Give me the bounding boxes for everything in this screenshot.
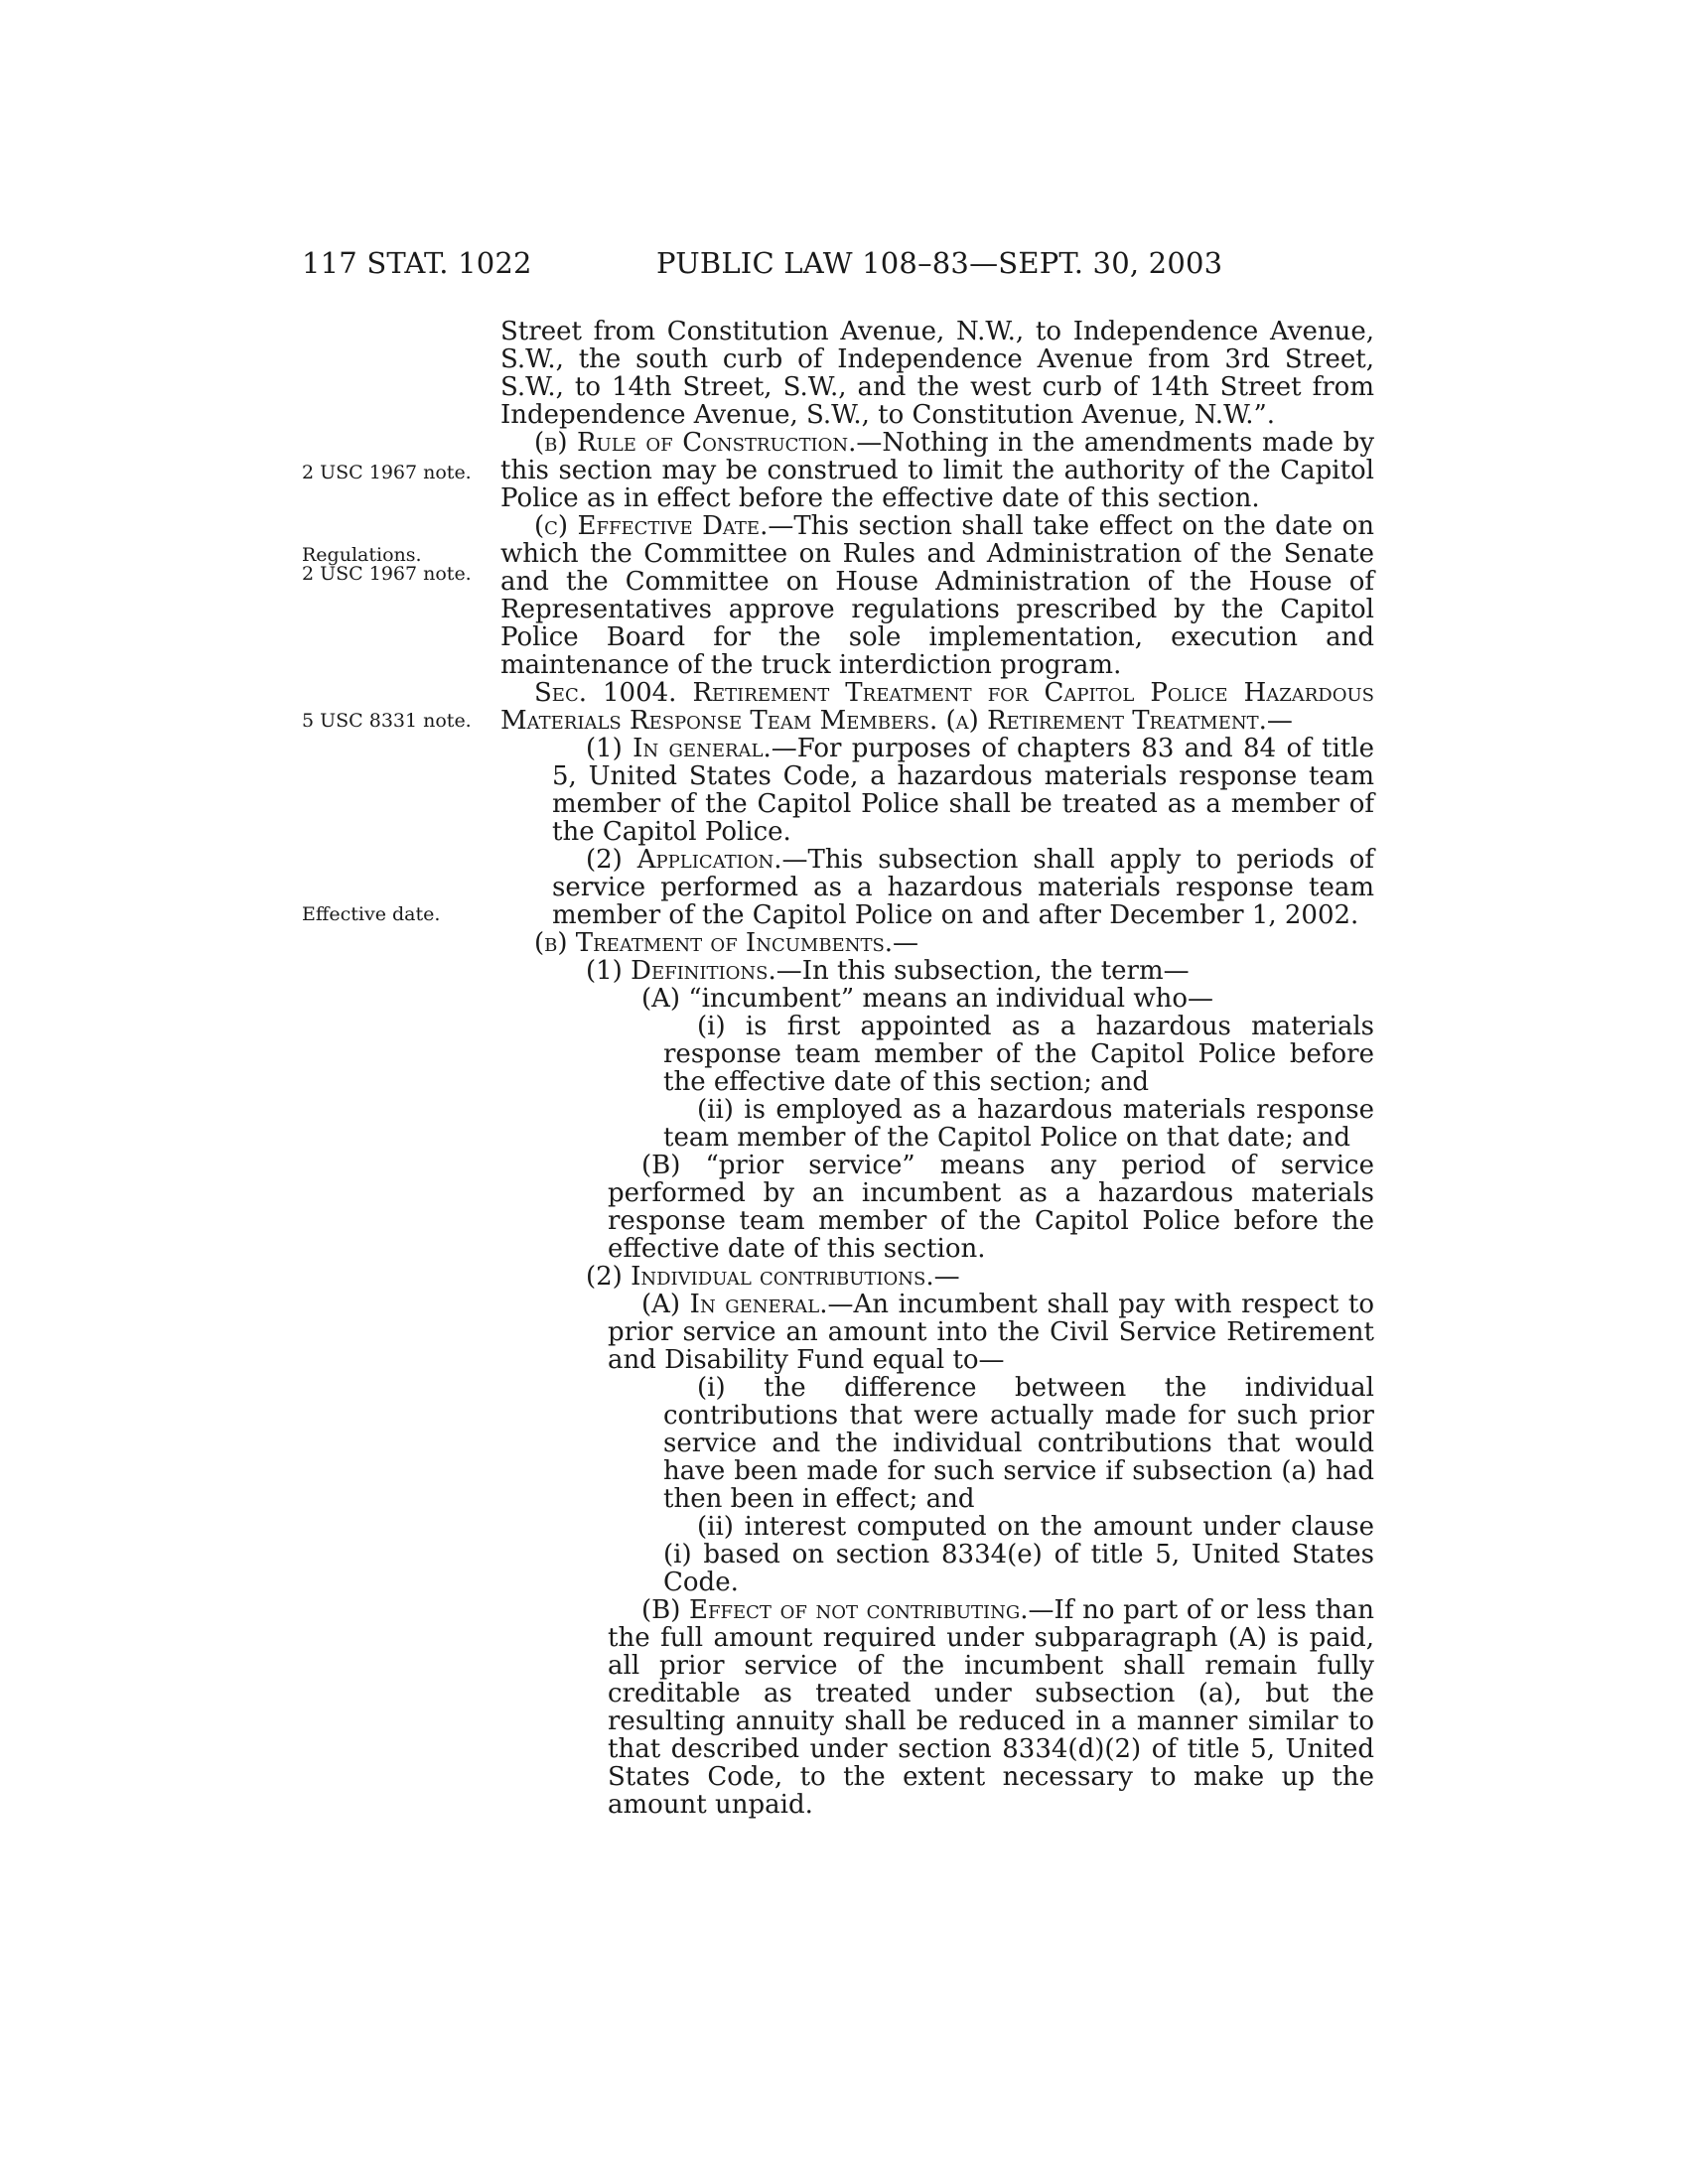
- definition-incumbent: (A) “incumbent” means an individual who—: [641, 984, 1213, 1014]
- margin-note-usc-1967: 2 USC 1967 note.: [302, 462, 472, 483]
- margin-note-effective-date: Effective date.: [302, 903, 441, 925]
- heading-effective-date: (c) Effective Date.: [534, 511, 769, 541]
- section-1004-heading: Sec. 1004. Retirement Treatment for Capitol Police Hazardous Materials Response Team Members. (a) Retirement Treatment.—: [500, 678, 1374, 736]
- text-definitions: —In this subsection, the term—: [775, 956, 1190, 986]
- heading-application: (2) Application.: [586, 845, 782, 875]
- paragraph-individual-contributions: (2) Individual contributions.—: [586, 1262, 960, 1292]
- text-in-general: —For purposes of chapters 83 and 84 of title 5, United States Code, a hazardous materials response team member of the Capitol Police shall be treated as a member of the Capitol Police.: [552, 734, 1374, 847]
- text-effective-date: —This section shall take effect on the date on which the Committee on Rules and Administration of the Senate and the Committee on House Administration of the House of Representatives approve regulations prescribed by the Capitol Police Board for the sole implementation, execution and maintenance of the truck interdiction program.: [500, 511, 1374, 680]
- clause-first-appointed: (i) is first appointed as a hazardous materials response team member of the Capitol Police before the effective date of this section; and: [663, 1012, 1374, 1097]
- text-effect-of-not-contributing: —If no part of or less than the full amount required under subparagraph (A) is paid, all prior service of the incumbent shall remain fully creditable as treated under subsection (a), but the resulting annuity shall be reduced in a manner similar to that described under section 8334(d)(2) of title 5, United States Code, to the extent necessary to make up the amount unpaid.: [608, 1595, 1374, 1820]
- clause-difference: (i) the difference between the individual contributions that were actually made for such prior service and the individual contributions that would have been made for such service if subsection (a) had then been in effect; and: [663, 1373, 1374, 1514]
- definition-prior-service: (B) “prior service” means any period of service performed by an incumbent as a hazardous materials response team member of the Capitol Police before the effective date of this section.: [608, 1151, 1374, 1264]
- subparagraph-effect-of-not-contributing: [500, 1596, 1374, 1819]
- heading-in-general: (1) In general.: [586, 734, 772, 763]
- paragraph-rule-of-construction: [500, 429, 1374, 512]
- page-running-head: PUBLIC LAW 108–83—SEPT. 30, 2003: [656, 246, 1223, 280]
- clause-employed: (ii) is employed as a hazardous materials response team member of the Capitol Police on that date; and: [663, 1095, 1374, 1153]
- page-stat-citation: 117 STAT. 1022: [302, 246, 532, 280]
- margin-note-usc-8331: 5 USC 8331 note.: [302, 710, 472, 732]
- text-rule-of-construction: —Nothing in the amendments made by this section may be construed to limit the authority of the Capitol Police as in effect before the effective date of this section.: [500, 428, 1375, 513]
- paragraph-in-general: [500, 735, 1374, 846]
- subparagraph-in-general: [500, 1291, 1374, 1374]
- text-application: —This subsection shall apply to periods of service performed as a hazardous materials response team member of the Capitol Police on and after December 1, 2002.: [552, 845, 1374, 930]
- margin-note-usc-1967-second: 2 USC 1967 note.: [302, 563, 472, 585]
- clause-interest: (ii) interest computed on the amount under clause (i) based on section 8334(e) of title 5, United States Code.: [663, 1512, 1374, 1597]
- paragraph-street-boundaries: Street from Constitution Avenue, N.W., to Independence Avenue, S.W., the south curb of Independence Avenue from 3rd Street, S.W., to 14th Street, S.W., and the west curb of 14th Street from Independence Avenue, S.W., to Constitution Avenue, N.W.”.: [500, 317, 1374, 430]
- heading-rule-of-construction: (b) Rule of Construction.: [534, 428, 857, 458]
- text-contributions-in-general: —An incumbent shall pay with respect to prior service an amount into the Civil Service Retirement and Disability Fund equal to—: [608, 1290, 1374, 1375]
- subsection-treatment-of-incumbents: (b) Treatment of Incumbents.—: [534, 928, 919, 958]
- paragraph-application: [500, 846, 1374, 929]
- paragraph-effective-date: [500, 512, 1374, 679]
- paragraph-definitions: [500, 957, 1374, 985]
- statute-body: [500, 318, 1374, 1819]
- heading-definitions: (1) Definitions.: [586, 956, 776, 986]
- heading-effect-of-not-contributing: (B) Effect of not contributing.: [641, 1595, 1029, 1625]
- margin-note-regulations: Regulations.: [302, 544, 422, 566]
- heading-contributions-in-general: (A) In general.: [641, 1290, 828, 1319]
